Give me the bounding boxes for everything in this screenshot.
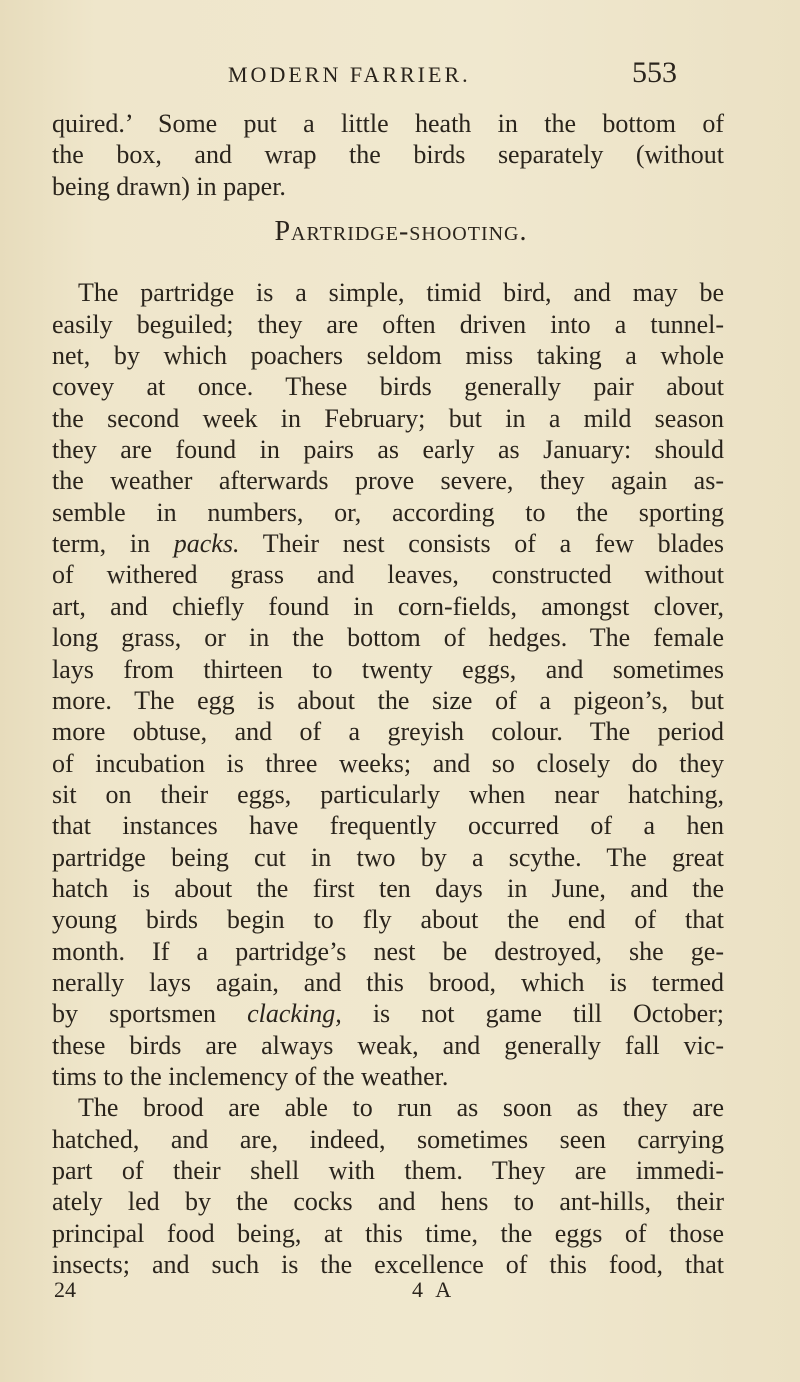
text-line: hatched, and are, indeed, sometimes seen carrying [52, 1124, 724, 1154]
text-line: The partridge is a simple, timid bird, and may be [78, 278, 724, 308]
text-line: nerally lays again, and this brood, which is termed [52, 967, 724, 997]
text-line: being drawn) in paper. [52, 171, 286, 201]
page-number: 553 [632, 56, 677, 89]
text-line: of withered grass and leaves, constructed without [52, 560, 724, 590]
text-line: long grass, or in the bottom of hedges. The female [52, 623, 724, 653]
text-line: of incubation is three weeks; and so closely do they [52, 748, 724, 778]
text-line: that instances have frequently occurred of a hen [52, 811, 724, 841]
text-line: these birds are always weak, and generally fall vic- [52, 1030, 724, 1060]
text-line: more. The egg is about the size of a pigeon’s, but [52, 685, 724, 715]
text-line: semble in numbers, or, according to the sporting [52, 497, 724, 527]
text-line: The brood are able to run as soon as they are [78, 1093, 724, 1123]
text-line: partridge being cut in two by a scythe. The great [52, 842, 724, 872]
italic-term: packs. [173, 529, 240, 559]
text-run: by sportsmen [52, 999, 248, 1029]
text-line: sit on their eggs, particularly when near hatching, [52, 779, 724, 809]
text-line: more obtuse, and of a greyish colour. The period [52, 717, 724, 747]
text-line: the weather afterwards prove severe, they again as- [52, 466, 724, 496]
text-line: ately led by the cocks and hens to ant-hills, their [52, 1187, 724, 1217]
text-line: tims to the inclemency of the weather. [52, 1061, 449, 1091]
text-line: quired.’ Some put a little heath in the bottom of [52, 109, 724, 138]
italic-term: clacking, [247, 999, 342, 1029]
page-body [52, 108, 724, 1310]
sheet-mark: 4 A [412, 1277, 456, 1303]
text-line: month. If a partridge’s nest be destroyed, she ge- [52, 936, 724, 966]
running-head: MODERN FARRIER. [228, 62, 471, 87]
text-line: principal food being, at this time, the eggs of those [52, 1218, 724, 1248]
section-heading: Partridge-shooting. [274, 216, 528, 248]
page-footer [52, 1277, 724, 1310]
text-line: art, and chiefly found in corn-fields, amongst clover, [52, 591, 724, 621]
text-line [52, 998, 724, 1029]
text-line: easily beguiled; they are often driven into a tunnel- [52, 309, 724, 339]
text-run: Their nest consists of a few blades [239, 529, 724, 559]
page-header [0, 56, 800, 102]
paragraph-brood [52, 1092, 724, 1280]
text-line: lays from thirteen to twenty eggs, and sometimes [52, 654, 724, 684]
text-line [52, 528, 724, 559]
text-line: the second week in February; but in a mild season [52, 403, 724, 433]
text-run: is not game till October; [341, 999, 724, 1029]
signature-mark: 24 [54, 1277, 76, 1303]
text-line: part of their shell with them. They are immedi- [52, 1156, 724, 1185]
text-line: covey at once. These birds generally pair about [52, 372, 724, 402]
text-line: young birds begin to fly about the end of that [52, 905, 724, 935]
text-line: net, by which poachers seldom miss taking a whole [52, 341, 724, 371]
text-line: insects; and such is the excellence of this food, that [52, 1250, 724, 1280]
text-line: hatch is about the first ten days in June, and the [52, 873, 724, 903]
text-run: term, in [52, 529, 174, 559]
paragraph-partridge-habits [52, 277, 724, 1092]
text-line: the box, and wrap the birds separately (without [52, 140, 724, 170]
text-line: they are found in pairs as early as January: should [52, 435, 724, 465]
